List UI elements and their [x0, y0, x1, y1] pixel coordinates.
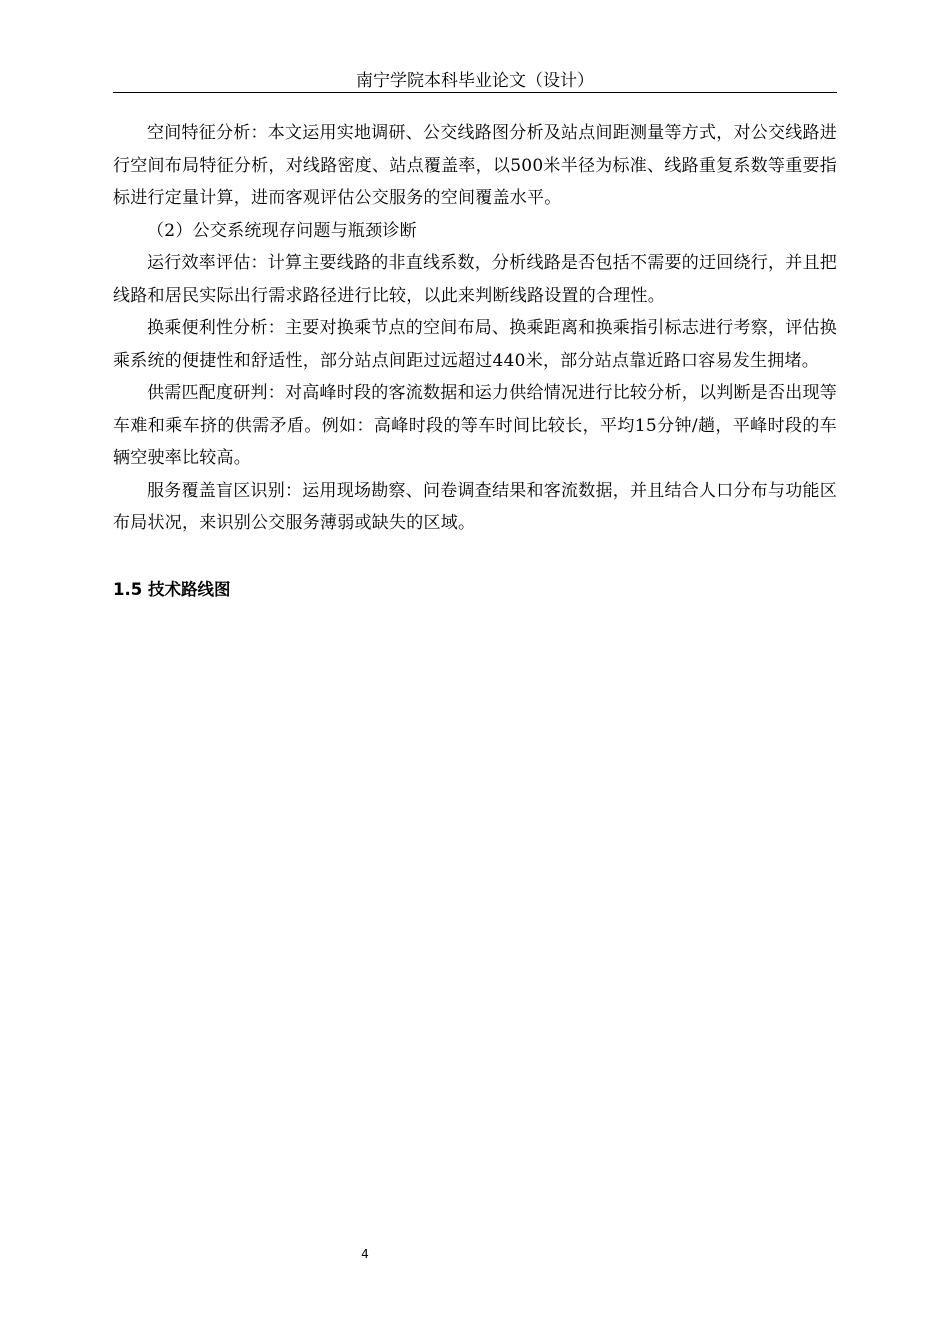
page-number: 4 — [361, 1247, 369, 1261]
paragraph-supply-demand: 供需匹配度研判：对高峰时段的客流数据和运力供给情况进行比较分析，以判断是否出现等车难和乘车挤的供需矛盾。例如：高峰时段的等车时间比较长，平均15分钟/趟，平峰时段的车辆空驶率比较高。 — [113, 383, 837, 468]
page-header-title: 南宁学院本科毕业论文（设计） — [356, 71, 594, 91]
paragraph-transfer-analysis: 换乘便利性分析：主要对换乘节点的空间布局、换乘距离和换乘指引标志进行考察，评估换乘系统的便捷性和舒适性，部分站点间距过远超过440米，部分站点靠近路口容易发生拥堵。 — [113, 318, 837, 371]
header-divider — [113, 92, 837, 93]
subsection-heading-problem-diagnosis: （2）公交系统现存问题与瓶颈诊断 — [147, 220, 417, 241]
paragraph-spatial-analysis: 空间特征分析：本文运用实地调研、公交线路图分析及站点间距测量等方式，对公交线路进行空间布局特征分析，对线路密度、站点覆盖率，以500米半径为标准、线路重复系数等重要指标进行定量计算，进而客观评估公交服务的空间覆盖水平。 — [113, 123, 837, 208]
section-heading: 1.5 技术路线图 — [113, 580, 231, 599]
paragraph-efficiency-evaluation: 运行效率评估：计算主要线路的非直线系数，分析线路是否包括不需要的迂回绕行，并且把线路和居民实际出行需求路径进行比较，以此来判断线路设置的合理性。 — [113, 253, 837, 306]
body-text — [113, 117, 837, 540]
paragraph-coverage-gaps: 服务覆盖盲区识别：运用现场勘察、问卷调查结果和客流数据，并且结合人口分布与功能区布局状况，来识别公交服务薄弱或缺失的区域。 — [113, 480, 837, 533]
